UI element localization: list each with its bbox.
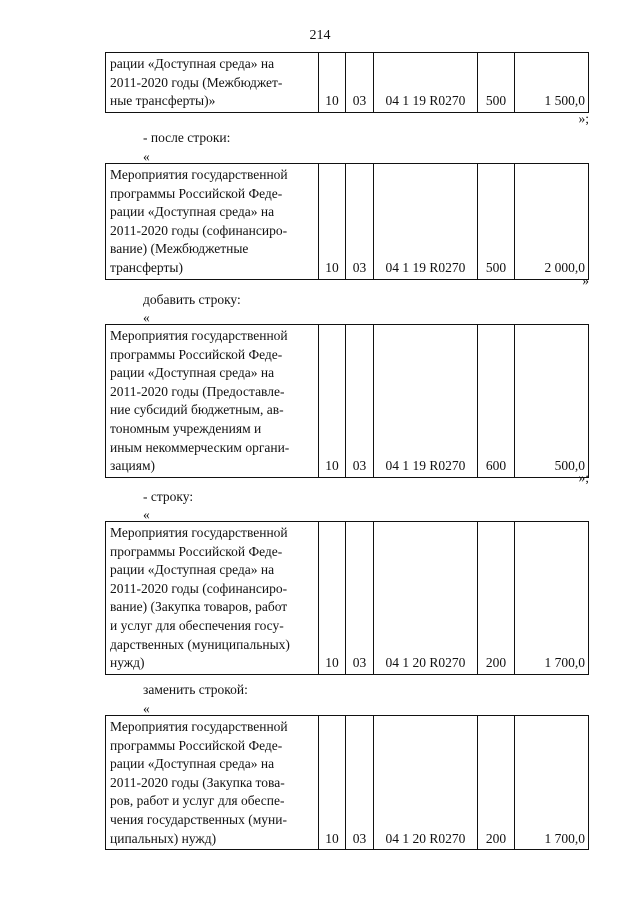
row-description: рации «Доступная среда» на 2011-2020 годы (Межбюджет- ные трансферты)» bbox=[106, 53, 319, 113]
instruction-replace: заменить строкой: bbox=[143, 682, 248, 697]
amount: 500,0 bbox=[515, 325, 589, 478]
closing-quote: »; bbox=[578, 111, 589, 126]
subsection-code: 03 bbox=[346, 716, 374, 850]
target-article-code: 04 1 20 R0270 bbox=[374, 522, 478, 675]
subsection-code: 03 bbox=[346, 522, 374, 675]
closing-quote: »; bbox=[578, 470, 589, 485]
amount: 1 700,0 bbox=[515, 716, 589, 850]
instruction-add-row: добавить строку: bbox=[143, 292, 241, 307]
opening-quote: « bbox=[143, 507, 150, 522]
row-description: Мероприятия государственной программы Российской Феде- рации «Доступная среда» на 2011-2020 годы (Закупка това- ров, работ и услуг для обеспе- чения государственных (муни- ципальных) нужд) bbox=[106, 716, 319, 850]
budget-table-1 bbox=[105, 52, 589, 113]
expense-type-code: 200 bbox=[478, 716, 515, 850]
opening-quote: « bbox=[143, 701, 150, 716]
row-description: Мероприятия государственной программы Российской Феде- рации «Доступная среда» на 2011-2020 годы (софинансиро- вание) (Межбюджетные трансферты) bbox=[106, 164, 319, 280]
row-description: Мероприятия государственной программы Российской Феде- рации «Доступная среда» на 2011-2020 годы (Предоставле- ние субсидий бюджетным, ав- тономным учреждениям и иным некоммерческим органи- зациям) bbox=[106, 325, 319, 478]
section-code: 10 bbox=[319, 716, 346, 850]
amount: 1 700,0 bbox=[515, 522, 589, 675]
expense-type-code: 200 bbox=[478, 522, 515, 675]
subsection-code: 03 bbox=[346, 325, 374, 478]
amount: 2 000,0 bbox=[515, 164, 589, 280]
subsection-code: 03 bbox=[346, 53, 374, 113]
section-code: 10 bbox=[319, 53, 346, 113]
page-number: 214 bbox=[309, 28, 331, 43]
table-row bbox=[106, 164, 589, 280]
amount: 1 500,0 bbox=[515, 53, 589, 113]
row-description: Мероприятия государственной программы Российской Феде- рации «Доступная среда» на 2011-2020 годы (софинансиро- вание) (Закупка товаров, работ и услуг для обеспечения госу- дарственных (муниципальных) нужд) bbox=[106, 522, 319, 675]
expense-type-code: 500 bbox=[478, 53, 515, 113]
table-row bbox=[106, 325, 589, 478]
table-row bbox=[106, 716, 589, 850]
budget-table-2 bbox=[105, 163, 589, 280]
budget-table-3 bbox=[105, 324, 589, 478]
closing-quote: » bbox=[582, 273, 589, 288]
subsection-code: 03 bbox=[346, 164, 374, 280]
expense-type-code: 500 bbox=[478, 164, 515, 280]
target-article-code: 04 1 20 R0270 bbox=[374, 716, 478, 850]
section-code: 10 bbox=[319, 325, 346, 478]
expense-type-code: 600 bbox=[478, 325, 515, 478]
target-article-code: 04 1 19 R0270 bbox=[374, 325, 478, 478]
table-row bbox=[106, 53, 589, 113]
section-code: 10 bbox=[319, 522, 346, 675]
section-code: 10 bbox=[319, 164, 346, 280]
target-article-code: 04 1 19 R0270 bbox=[374, 53, 478, 113]
opening-quote: « bbox=[143, 149, 150, 164]
budget-table-5 bbox=[105, 715, 589, 850]
table-row bbox=[106, 522, 589, 675]
target-article-code: 04 1 19 R0270 bbox=[374, 164, 478, 280]
instruction-after-row: - после строки: bbox=[143, 130, 231, 145]
instruction-row: - строку: bbox=[143, 489, 194, 504]
budget-table-4 bbox=[105, 521, 589, 675]
opening-quote: « bbox=[143, 310, 150, 325]
